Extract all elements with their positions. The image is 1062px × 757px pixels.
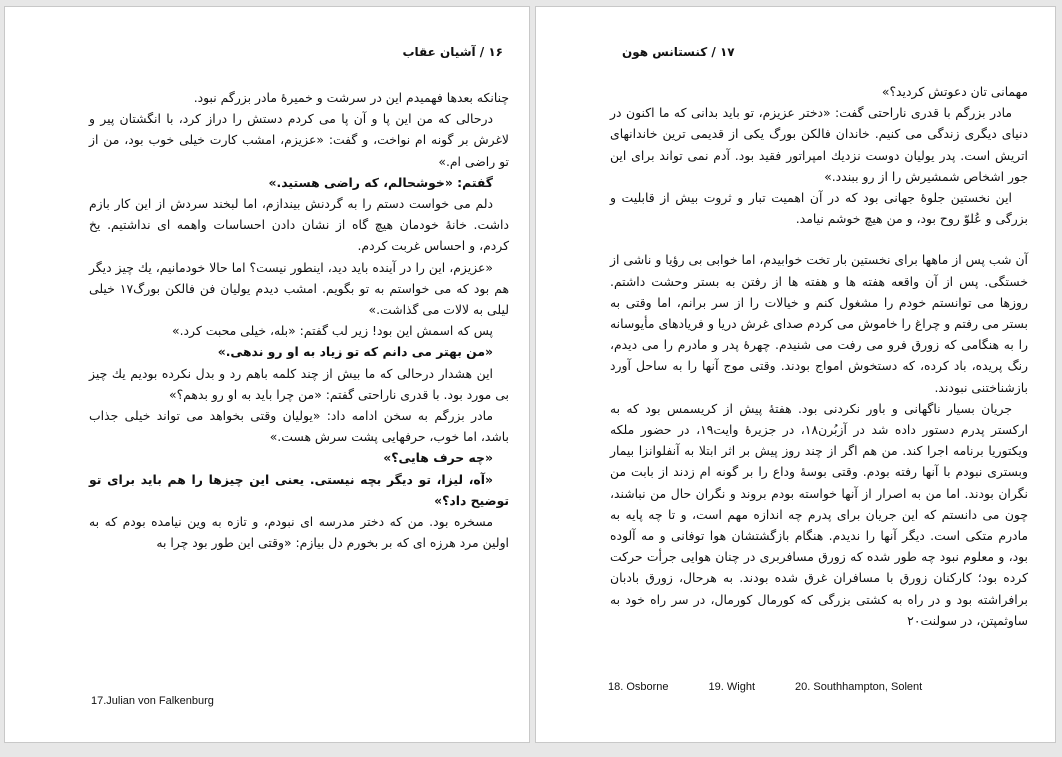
paragraph: «چه حرف هایی؟» (383, 450, 493, 466)
paragraph: مادر بزرگم با قدری ناراحتی گفت: «دختر عزیزم، تو باید بدانی که ما اکنون در دنیای دیگری زندگی می کنیم. خاندان فالکن بورگ یکی از قدیمی ترین خاندانهای اتریش است. پدر یولیان دوست نزدیك امپراتور فقید بود. آدم نمی تواند برای این جور اشخاص شمشیرش را از رو ببندد.» (610, 105, 1028, 184)
paragraph: «من بهتر می دانم که تو زیاد به او رو ندهی.» (217, 344, 493, 360)
left-page (4, 6, 530, 743)
page-body (610, 81, 1028, 631)
page-body (89, 87, 509, 553)
paragraph: آن شب پس از ماهها برای نخستین بار تخت خوابیدم، اما خوابی بی رؤیا و ناشی از خستگی. پس از آن واقعه هفته ها و هفته ها از رفتن به بستر وحشت داشتم. روزها می توانستم خودم را مشغول کنم و خیالات را از سر برانم، اما وقتی به بستر می رفتم و چراغ را خاموش می کردم صدای غرش دریا و فریادهای مأیوسانه را به هنگامی که زورق فرو می رفت می شنیدم. چهرهٔ پدر و مادرم را می دیدم، رنگ پریده، باد کرده، که دستخوش امواج بودند. وقتی موج آنها را به ساحل آورد بازشناختنی نبودند. (610, 252, 1028, 395)
footnote: 18. Osborne (608, 681, 669, 693)
right-page (535, 6, 1056, 743)
page-header: ۱۶ / آشیان عقاب (402, 45, 503, 59)
paragraph: «آه، لیزا، تو دیگر بچه نیستی. یعنی این چیزها را هم باید برای تو توضیح داد؟» (89, 471, 509, 508)
paragraph: گفتم: «خوشحالم، که راضی هستید.» (268, 174, 493, 190)
paragraph: پس که اسمش این بود! زیر لب گفتم: «بله، خیلی محبت کرد.» (171, 323, 493, 339)
paragraph: مهمانی تان دعوتش کردید؟» (881, 84, 1028, 99)
footnote: 17.Julian von Falkenburg (91, 695, 214, 707)
paragraph: دلم می خواست دستم را به گردنش بیندازم، اما لبخند سردش از این کار بازم داشت. خانهٔ خودمان هیچ گاه از نشان دادن احساسات واهمه ای نداشتیم. یخ کردم، و احساس غربت کردم. (89, 196, 509, 254)
footnotes (608, 681, 962, 693)
paragraph: این هشدار درحالی که ما بیش از چند کلمه باهم رد و بدل نکرده بودیم یك چیز بی مورد بود. با قدری ناراحتی گفتم: «من چرا باید به او رو بدهم؟» (89, 365, 509, 402)
paragraph: مسخره بود. من که دختر مدرسه ای نبودم، و تازه به وین نیامده بودم که به اولین مرد هرزه ای که بر بخورم دل بیازم: «وقتی این طور بود چرا به (89, 514, 509, 551)
paragraph: چنانکه بعدها فهمیدم این در سرشت و خمیرهٔ مادر بزرگم نبود. (193, 90, 509, 105)
footnote: 20. Southhampton, Solent (795, 681, 923, 693)
paragraph: «عزیزم، این را در آینده باید دید، اینطور نیست؟ اما حالا خودمانیم، یك چیز دیگر هم بود که می خواستم به تو بگویم. امشب دیدم یولیان فن فالکن بورگ۱۷ خیلی لیلی به لالات می گذاشت.» (89, 259, 509, 318)
footnote: 19. Wight (708, 681, 756, 693)
paragraph: جریان بسیار ناگهانی و باور نکردنی بود. هفتهٔ پیش از کریسمس بود که به ارکستر پدرم دستور داده شد در آزبُرن۱۸، در جزیرهٔ وایت۱۹، در حضور ملکه ویکتوریا برنامه اجرا کند. من هم اگر از چند روز پیش بر اثر ابتلا به آنفلوانزا بیمار وبستری نبودم با آنها رفته بودم. وقتی بوسهٔ وداع را بر گونه ام زدند از بابت من نگران بودند. اما من به اصرار از آنها خواسته بودم بروند و نگران حال من نباشند، چون می دانستم که این جریان برای پدرم چه اندازه مهم است، و تا چه پایه به مادرم متکی است. دیگر آنها را ندیدم. هنگام بازگشتشان هوا توفانی و مه آلوده بود، و معلوم نبود چه طور شده که زورق مسافربری در چنان هوایی جرأت حرکت کرده بود؛ کارکنان زورق با مسافران غرق شده بودند. به هرحال، زورق بادبان برافراشته بود و در راه به کشتی بزرگی که کورمال کورمال، در سر راه خود به ساوثمپتن، در سولنت۲۰ (610, 400, 1028, 628)
page-header: ۱۷ / کنستانس هون (622, 45, 735, 59)
paragraph: مادر بزرگم به سخن ادامه داد: «یولیان وقتی بخواهد می تواند خیلی جذاب باشد، اما خوب، حرفهایی پشت سرش هست.» (89, 408, 509, 445)
paragraph: درحالی که من این پا و آن پا می کردم دستش را دراز کرد، با انگشتان پیر و لاغرش بر گونه ام نواخت، و گفت: «عزیزم، امشب کارت خیلی خوب بود، من از تو راضی ام.» (89, 111, 509, 169)
paragraph: این نخستین جلوهٔ جهانی بود که در آن اهمیت تبار و ثروت بیش از قابلیت و بزرگی و عُلوّ روح بود، و من هیچ خوشم نیامد. (610, 190, 1028, 227)
